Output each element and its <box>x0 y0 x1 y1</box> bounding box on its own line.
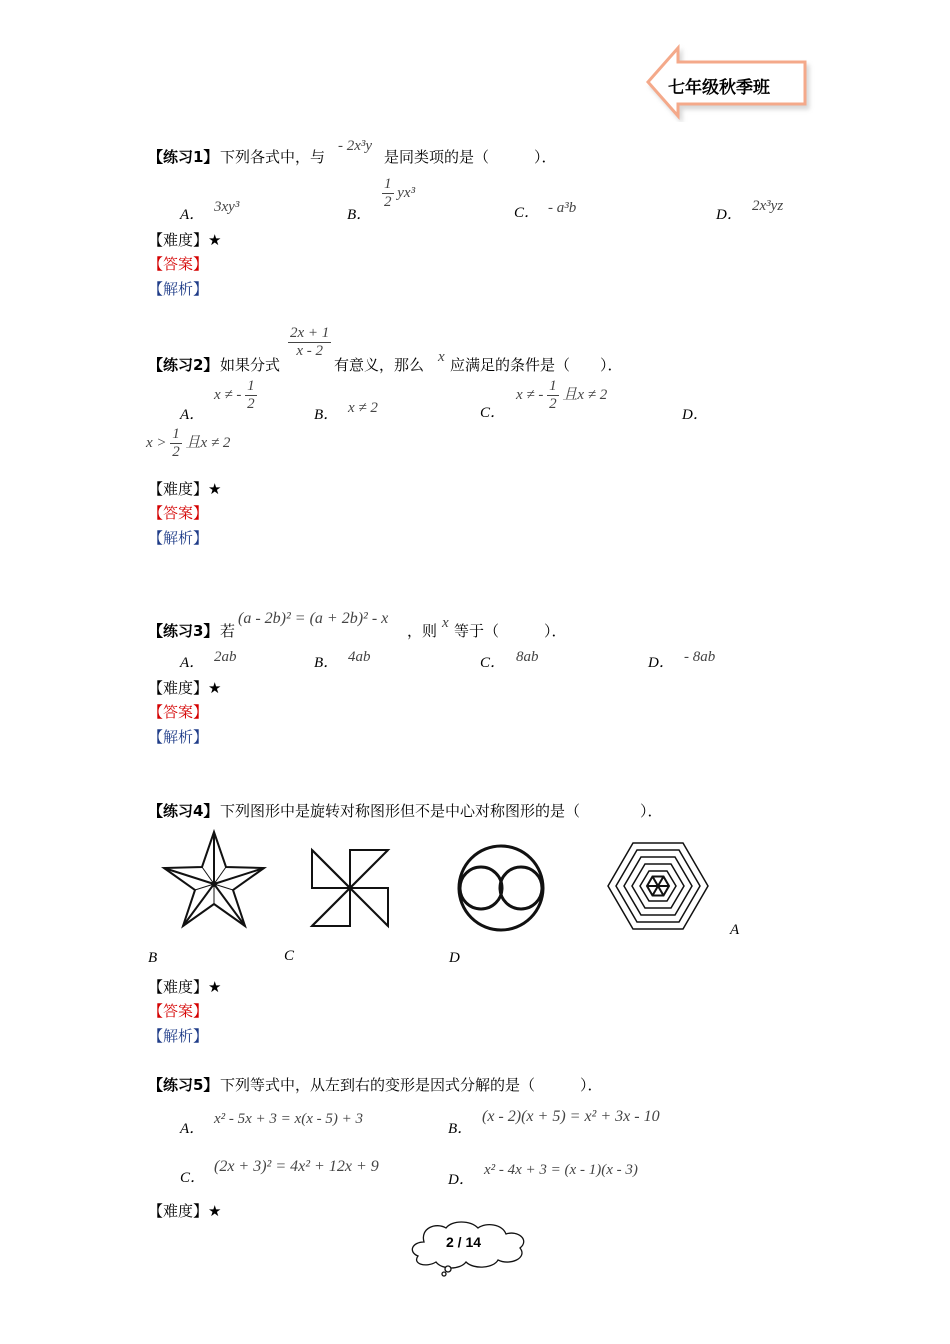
q4-text: 下列图形中是旋转对称图形但不是中心对称图形的是（ ）． <box>220 802 663 820</box>
q3-opt-b: 4ab <box>348 649 371 665</box>
q1-opt-a-label: A． <box>180 207 205 223</box>
q2-label: 【练习2】 <box>148 356 219 374</box>
figure-hexagon-web <box>602 834 714 938</box>
q1-opt-a: 3xy³ <box>214 199 240 215</box>
q1-difficulty: 【难度】★ <box>148 231 222 249</box>
q1-text-b: 是同类项的是（ ）． <box>384 148 557 166</box>
q2-var: x <box>438 349 445 365</box>
q1-opt-b-label: B． <box>347 207 372 223</box>
q4-difficulty: 【难度】★ <box>148 978 222 996</box>
q1-opt-b: $\frac{1}{2}$ yx³ <box>384 176 416 210</box>
q2-opt-c-label: C． <box>480 405 506 421</box>
q2-difficulty: 【难度】★ <box>148 480 222 498</box>
q3-expr: (a - 2b)² = (a + 2b)² - x <box>238 610 389 627</box>
q1-text-a: 下列各式中，与 <box>220 148 326 166</box>
q5-opt-d: x² - 4x + 3 = (x - 1)(x - 3) <box>484 1162 638 1178</box>
q3-opt-c: 8ab <box>516 649 539 665</box>
q2-text-a: 如果分式 <box>220 356 281 374</box>
q2-opt-a: x ≠ - $\frac{1}{2}$ <box>214 378 255 412</box>
figure-pinwheel <box>308 846 394 930</box>
figure-circles <box>454 842 550 936</box>
q2-text-b: 有意义，那么 <box>334 356 425 374</box>
q5-opt-b-label: B． <box>448 1121 473 1137</box>
q2-text-c: 应满足的条件是（ ）． <box>450 356 623 374</box>
q5-opt-a-label: A． <box>180 1121 205 1137</box>
q3-text-c: 等于（ ）． <box>454 622 567 640</box>
q3-text-b: ，则 <box>407 622 438 640</box>
q2-opt-b: x ≠ 2 <box>348 400 378 416</box>
figure-star <box>160 828 268 930</box>
q5-opt-a: x² - 5x + 3 = x(x - 5) + 3 <box>214 1111 363 1127</box>
q2-opt-a-label: A． <box>180 407 205 423</box>
q1-opt-d: 2x³yz <box>752 198 784 214</box>
q1-opt-c-label: C． <box>514 205 540 221</box>
q3-label: 【练习3】 <box>148 622 219 640</box>
q3-text-a: 若 <box>220 622 236 640</box>
q3-answer: 【答案】 <box>148 703 209 721</box>
header-tag: 七年级秋季班 <box>668 78 770 98</box>
q3-analysis: 【解析】 <box>148 728 209 746</box>
q5-opt-c: (2x + 3)² = 4x² + 12x + 9 <box>214 1158 379 1175</box>
q4-label: 【练习4】 <box>148 802 219 820</box>
q5-text: 下列等式中，从左到右的变形是因式分解的是（ ）． <box>220 1076 603 1094</box>
q2-opt-d-label: D． <box>682 407 708 423</box>
q2-opt-b-label: B． <box>314 407 339 423</box>
q4-answer: 【答案】 <box>148 1002 209 1020</box>
q1-label: 【练习1】 <box>148 148 219 166</box>
q4-fig-label-d: D <box>449 950 460 966</box>
q3-opt-b-label: B． <box>314 655 339 671</box>
q2-opt-d: x > $\frac{1}{2}$ 且x ≠ 2 <box>146 426 231 460</box>
q1-answer: 【答案】 <box>148 255 209 273</box>
q5-opt-b: (x - 2)(x + 5) = x² + 3x - 10 <box>482 1108 660 1125</box>
q2-opt-c: x ≠ - $\frac{1}{2}$ 且x ≠ 2 <box>516 378 608 412</box>
q3-difficulty: 【难度】★ <box>148 679 222 697</box>
q5-opt-d-label: D． <box>448 1172 474 1188</box>
q4-fig-label-b: B <box>148 950 158 966</box>
q4-analysis: 【解析】 <box>148 1027 209 1045</box>
q1-opt-d-label: D． <box>716 207 742 223</box>
page-number: 2 / 14 <box>446 1234 482 1250</box>
q3-opt-a: 2ab <box>214 649 237 665</box>
q3-opt-a-label: A． <box>180 655 205 671</box>
q3-opt-c-label: C． <box>480 655 506 671</box>
q2-answer: 【答案】 <box>148 504 209 522</box>
q4-fig-label-a: A <box>730 922 740 938</box>
q1-analysis: 【解析】 <box>148 280 209 298</box>
q2-analysis: 【解析】 <box>148 529 209 547</box>
q5-label: 【练习5】 <box>148 1076 219 1094</box>
q3-var: x <box>442 615 449 631</box>
q5-difficulty: 【难度】★ <box>148 1202 222 1220</box>
q3-opt-d-label: D． <box>648 655 674 671</box>
q4-fig-label-c: C <box>284 948 295 964</box>
q2-fraction: $\frac{2x + 1}{x - 2}$ <box>290 325 330 359</box>
q3-opt-d: - 8ab <box>684 649 716 665</box>
q5-opt-c-label: C． <box>180 1170 206 1186</box>
q1-opt-c: - a³b <box>548 200 577 216</box>
q1-expr: - 2x³y <box>338 138 373 154</box>
